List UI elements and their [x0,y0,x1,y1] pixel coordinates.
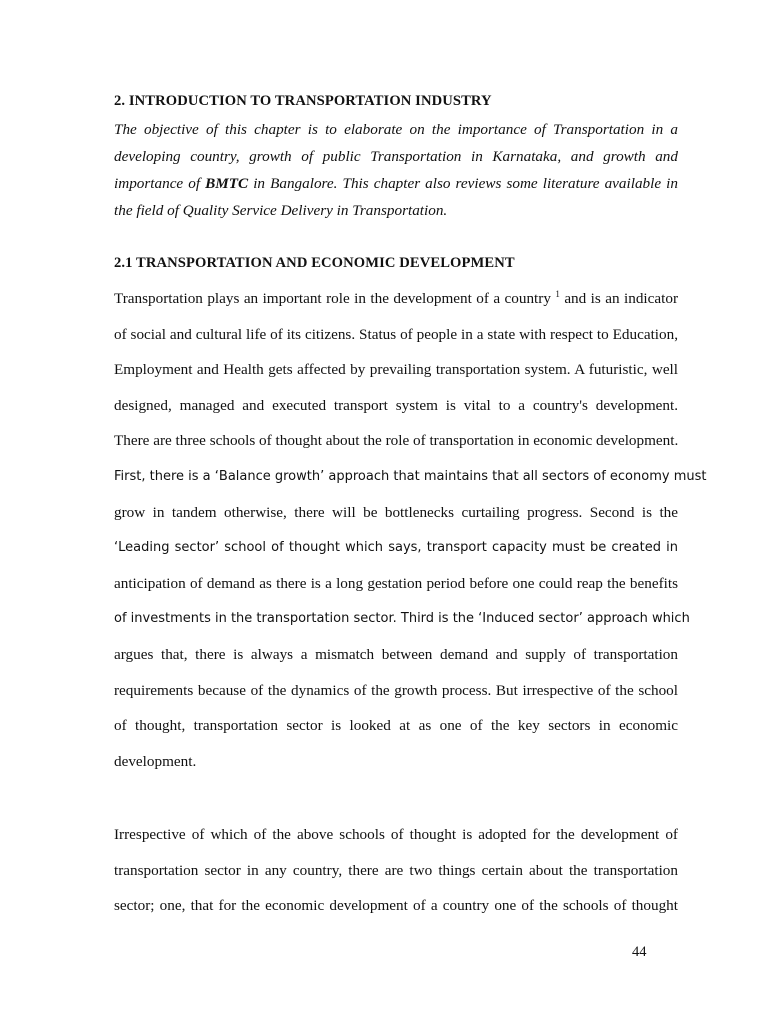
chapter-intro-paragraph [114,116,678,224]
paragraph-text: . Third is the ‘Induced sector’ approach which [392,611,690,627]
paragraph-line [114,289,678,325]
paragraph-line: grow in tandem otherwise, there will be bottlenecks curtailing progress. Second is the [114,503,678,521]
paragraph-line: of social and cultural life of its citizens. Status of people in a state with respect to Education, [114,325,678,343]
paragraph-line [114,609,690,645]
paragraph-text: and is an indicator [559,290,679,307]
paragraph-line: argues that, there is always a mismatch between demand and supply of transportation [114,645,678,663]
footnote-reference: 1 [555,289,560,299]
intro-text: importance of [114,175,206,192]
intro-text: in Bangalore. This chapter also reviews some literature available in [248,175,678,192]
paragraph-line: sector; one, that for the economic development of a country one of the schools of thought [114,897,678,915]
intro-line: developing country, growth of public Transportation in Karnataka, and growth and [114,148,678,165]
paragraph-line: ‘Leading sector’ school of thought which says, transport capacity must be created in [114,540,678,556]
paragraph-line: requirements because of the dynamics of the growth process. But irrespective of the school [114,681,678,699]
intro-line: the field of Quality Service Delivery in Transportation. [114,202,448,219]
intro-line: The objective of this chapter is to elaborate on the importance of Transportation in a [114,121,678,138]
chapter-heading: 2. INTRODUCTION TO TRANSPORTATION INDUSTRY [114,93,492,109]
paragraph-line: designed, managed and executed transport system is vital to a country's development. [114,396,678,414]
section-paragraph-2 [114,825,678,932]
paragraph-line: Employment and Health gets affected by prevailing transportation system. A futuristic, well [114,361,678,379]
bmtc-bold: BMTC [205,175,249,192]
paragraph-line: Irrespective of which of the above schools of thought is adopted for the development of [114,826,678,843]
paragraph-text: Transportation plays an important role in the development of a country [114,290,556,307]
paragraph-line: anticipation of demand as there is a long gestation period before one could reap the benefits [114,574,678,592]
page-number: 44 [632,944,647,960]
paragraph-text: of investments in the transportation sector [114,611,393,627]
paragraph-line: transportation sector in any country, there are two things certain about the transportation [114,861,678,879]
paragraph-line: of thought, transportation sector is looked at as one of the key sectors in economic [114,717,678,735]
intro-line [114,170,678,197]
paragraph-line: development. [114,752,197,770]
section-heading: 2.1 TRANSPORTATION AND ECONOMIC DEVELOPMENT [114,255,515,271]
section-paragraph-1 [114,289,707,787]
paragraph-line: First, there is a ‘Balance growth’ approach that maintains that all sectors of economy must [114,468,707,484]
paragraph-line: There are three schools of thought about the role of transportation in economic development. [114,432,679,450]
